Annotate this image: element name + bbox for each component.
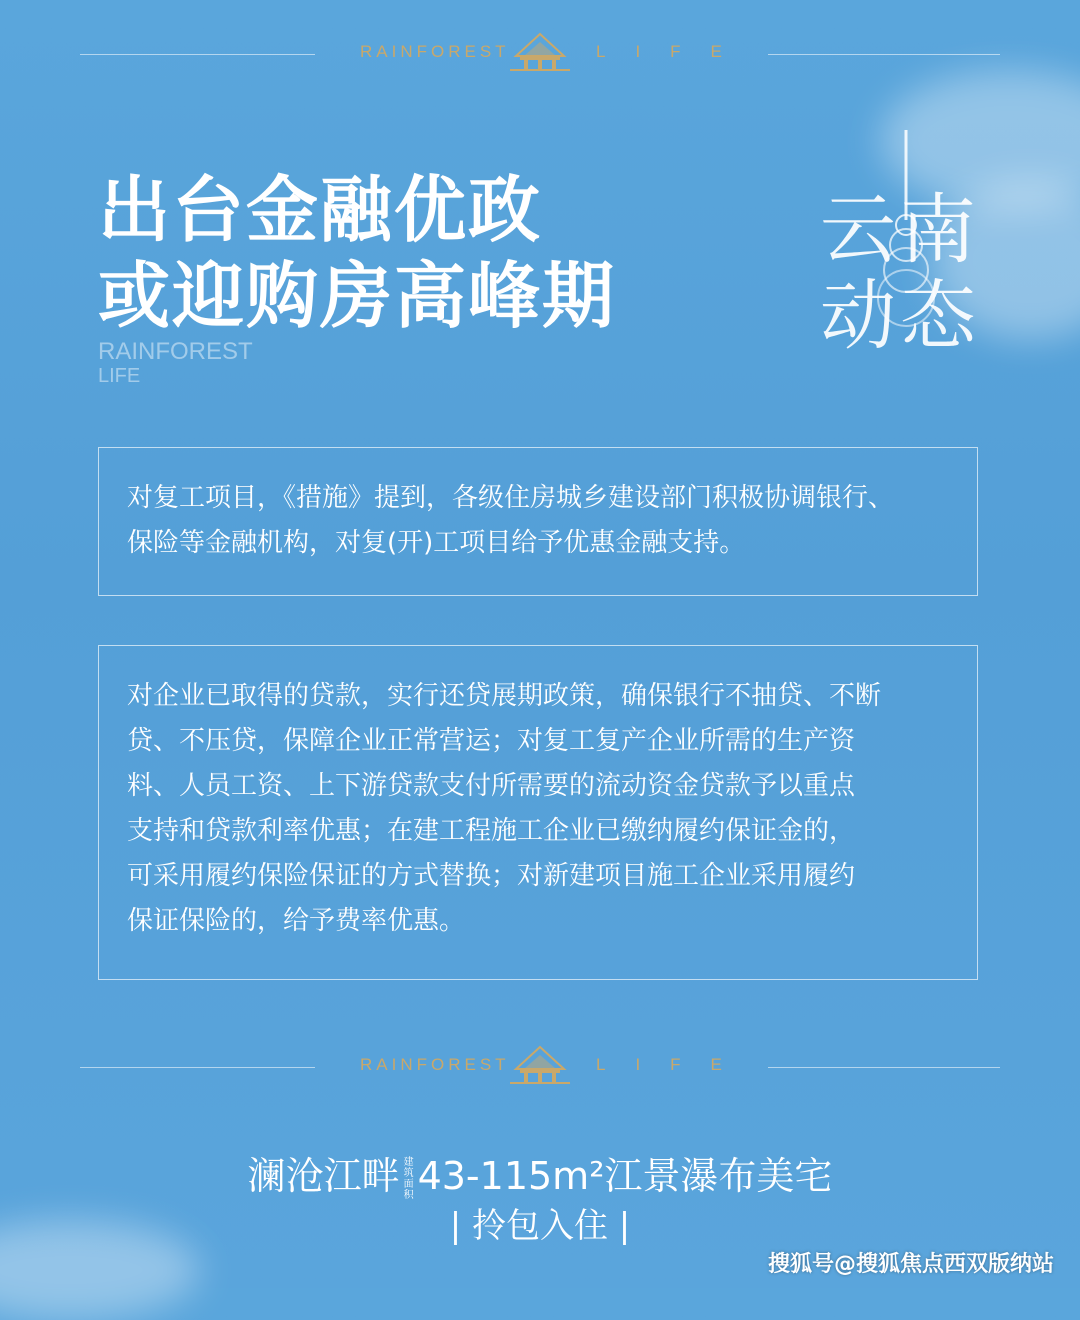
panel-2-line: 保证保险的，给予费率优惠。: [127, 906, 466, 936]
badge-char-4: 态: [900, 271, 976, 360]
watermark: 搜狐号@搜狐焦点西双版纳站: [767, 1252, 1054, 1277]
headline-line-1: 出台金融优政: [98, 168, 543, 252]
panel-2-line: 料、人员工资、上下游贷款支付所需要的流动资金贷款予以重点: [127, 771, 856, 801]
info-panel-2: [98, 645, 978, 980]
panel-2-line: 贷、不压贷，保障企业正常营运；对复工复产企业所需的生产资: [127, 726, 856, 756]
brand-header-top: [0, 34, 1080, 74]
temple-icon: [504, 1045, 576, 1085]
footer-tagline: | 拎包入住 |: [449, 1206, 631, 1246]
panel-1-line: 保险等金融机构，对复(开)工项目给予优惠金融支持。: [127, 528, 746, 558]
divider-left: [80, 1067, 315, 1068]
headline-line-2: 或迎购房高峰期: [98, 254, 617, 338]
panel-2-line: 对企业已取得的贷款，实行还贷展期政策，确保银行不抽贷、不断: [127, 681, 882, 711]
brand-life: LIFE: [596, 42, 752, 61]
footer-project-line: [0, 1150, 1080, 1202]
project-name: 澜沧江畔: [247, 1154, 400, 1198]
temple-icon: [504, 32, 576, 72]
panel-2-line: 支持和贷款利率优惠；在建工程施工企业已缴纳履约保证金的，: [127, 816, 856, 846]
yunnan-badge: [812, 180, 992, 370]
panel-2-line: 可采用履约保险保证的方式替换；对新建项目施工企业采用履约: [127, 861, 856, 891]
panel-2-text: [127, 674, 955, 944]
brand-life: LIFE: [596, 1055, 752, 1074]
project-size: 43-115m²江景瀑布美宅: [417, 1154, 833, 1198]
brand-header-bottom: [0, 1047, 1080, 1087]
badge-char-1: 云: [820, 185, 896, 274]
divider-right: [768, 1067, 1000, 1068]
subtitle-en-2: LIFE: [98, 365, 141, 387]
badge-char-3: 动: [820, 271, 896, 360]
subtitle-en-1: RAINFOREST: [98, 338, 253, 365]
brand-word: RAINFOREST: [360, 1055, 510, 1074]
brand-word: RAINFOREST: [360, 42, 510, 61]
divider-right: [768, 54, 1000, 55]
badge-char-2: 南: [900, 185, 976, 274]
info-panel-1: [98, 447, 978, 596]
panel-1-text: [127, 476, 955, 566]
divider-left: [80, 54, 315, 55]
panel-1-line: 对复工项目，《措施》提到，各级住房城乡建设部门积极协调银行、: [127, 483, 895, 513]
area-label: 建筑面积: [403, 1156, 414, 1201]
